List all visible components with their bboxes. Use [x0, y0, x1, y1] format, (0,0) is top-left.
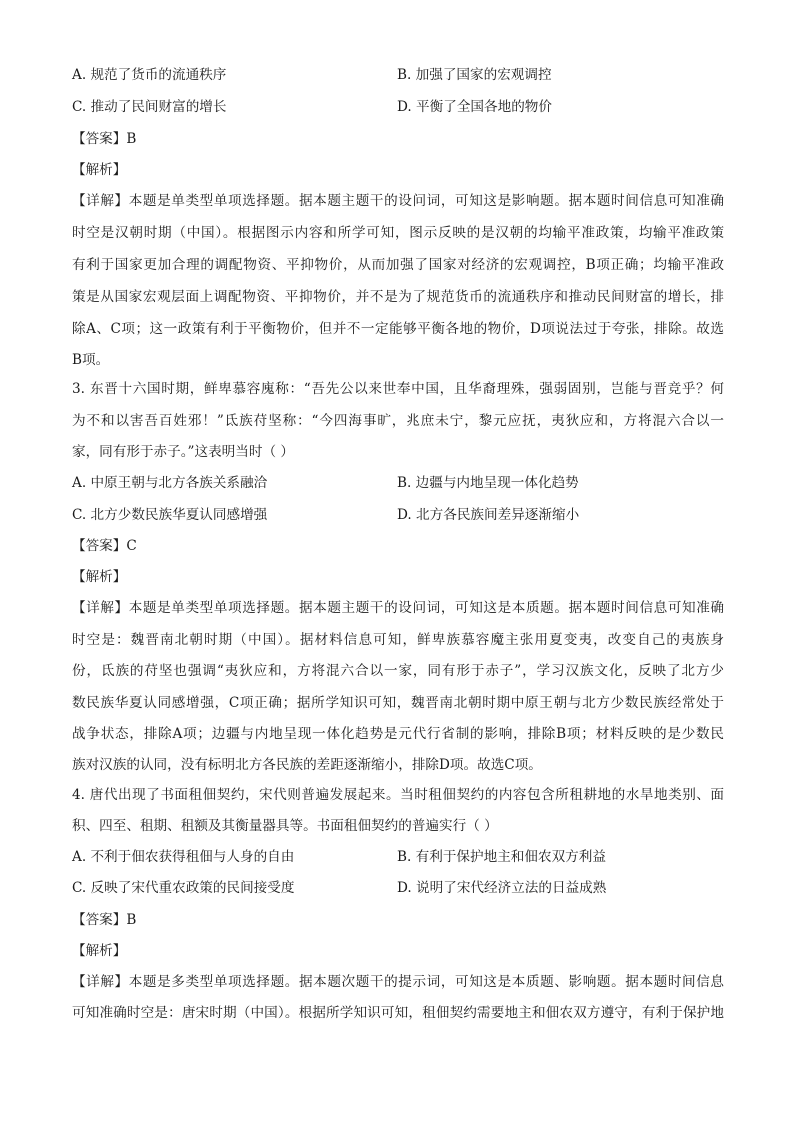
q2-detail-line: B项。 [72, 352, 110, 368]
q3-option-b: B. 边疆与内地呈现一体化趋势 [397, 475, 579, 491]
q3-detail-line: 【详解】本题是单类型单项选择题。据本题主题干的设问词，可知这是本质题。据本题时间信息可知准确 [72, 600, 724, 616]
q3-detail-line: 战争状态，排除A项；边疆与内地呈现一体化趋势是元代行省制的影响，排除B项；材料反映的是少数民 [72, 726, 724, 742]
q3-stem-line: 家，同有形于赤子。”这表明当时（ ） [72, 444, 294, 460]
q4-option-c: C. 反映了宋代重农政策的民间接受度 [72, 880, 295, 896]
q3-detail-line: 份，氐族的苻坚也强调“夷狄应和，方将混六合以一家，同有形于赤子”，学习汉族文化，反映了北方少 [72, 663, 724, 679]
q4-answer: 【答案】B [72, 912, 137, 928]
q3-option-c: C. 北方少数民族华夏认同感增强 [72, 507, 268, 523]
q3-detail-line: 族对汉族的认同，没有标明北方各民族的差距逐渐缩小，排除D项。故选C项。 [72, 757, 542, 773]
q3-stem-line: 3. 东晋十六国时期，鲜卑慕容廆称：“吾先公以来世奉中国，且华裔理殊，强弱固别，岂能与晋竞乎？何 [72, 381, 724, 397]
q2-detail-line: 策是从国家宏观层面上调配物资、平抑物价，并不是为了规范货币的流通秩序和推动民间财富的增长，排 [72, 289, 724, 305]
q4-detail-line: 可知准确时空是：唐宋时期（中国）。根据所学知识可知，租佃契约需要地主和佃农双方遵守，有利于保护地 [72, 1005, 724, 1021]
q2-analysis-label: 【解析】 [72, 162, 127, 178]
q3-stem-line: 为不和以害吾百姓邪！”氐族苻坚称：“今四海事旷，兆庶未宁，黎元应抚，夷狄应和，方将混六合以一 [72, 413, 724, 429]
q2-option-c: C. 推动了民间财富的增长 [72, 99, 227, 115]
q2-detail-line: 有利于国家更加合理的调配物资、平抑物价，从而加强了国家对经济的宏观调控，B项正确；均输平准政 [72, 257, 724, 273]
q2-detail-line: 【详解】本题是单类型单项选择题。据本题主题干的设问词，可知这是影响题。据本题时间信息可知准确 [72, 193, 724, 209]
q4-option-b: B. 有利于保护地主和佃农双方利益 [397, 849, 606, 865]
q2-answer: 【答案】B [72, 131, 137, 147]
q2-detail-line: 除A、C项；这一政策有利于平衡物价，但并不一定能够平衡各地的物价，D项说法过于夸张，排除。故选 [72, 321, 724, 337]
q4-detail-line: 【详解】本题是多类型单项选择题。据本题次题干的提示词，可知这是本质题、影响题。据本题时间信息 [72, 974, 724, 990]
q4-option-d: D. 说明了宋代经济立法的日益成熟 [397, 880, 607, 896]
q3-detail-line: 时空是：魏晋南北朝时期（中国）。据材料信息可知，鲜卑族慕容魔主张用夏变夷，改变自己的夷族身 [72, 632, 724, 648]
q2-detail-line: 时空是汉朝时期（中国）。根据图示内容和所学可知，图示反映的是汉朝的均输平准政策，均输平准政策 [72, 225, 724, 241]
q4-option-a: A. 不利于佃农获得租佃与人身的自由 [72, 849, 295, 865]
q4-stem-line: 积、四至、租期、租额及其衡量器具等。书面租佃契约的普遍实行（ ） [72, 818, 498, 834]
q3-option-a: A. 中原王朝与北方各族关系融洽 [72, 475, 268, 491]
q2-option-d: D. 平衡了全国各地的物价 [397, 99, 552, 115]
q3-analysis-label: 【解析】 [72, 569, 127, 585]
q2-option-b: B. 加强了国家的宏观调控 [397, 67, 552, 83]
q4-stem-line: 4. 唐代出现了书面租佃契约，宋代则普遍发展起来。当时租佃契约的内容包含所租耕地的水旱地类别、面 [72, 787, 724, 803]
q3-answer: 【答案】C [72, 538, 137, 554]
q3-detail-line: 数民族华夏认同感增强，C项正确；据所学知识可知，魏晋南北朝时期中原王朝与北方少数民族经常处于 [72, 695, 724, 711]
q3-option-d: D. 北方各民族间差异逐渐缩小 [397, 507, 580, 523]
q2-option-a: A. 规范了货币的流通秩序 [72, 67, 227, 83]
q4-analysis-label: 【解析】 [72, 943, 127, 959]
